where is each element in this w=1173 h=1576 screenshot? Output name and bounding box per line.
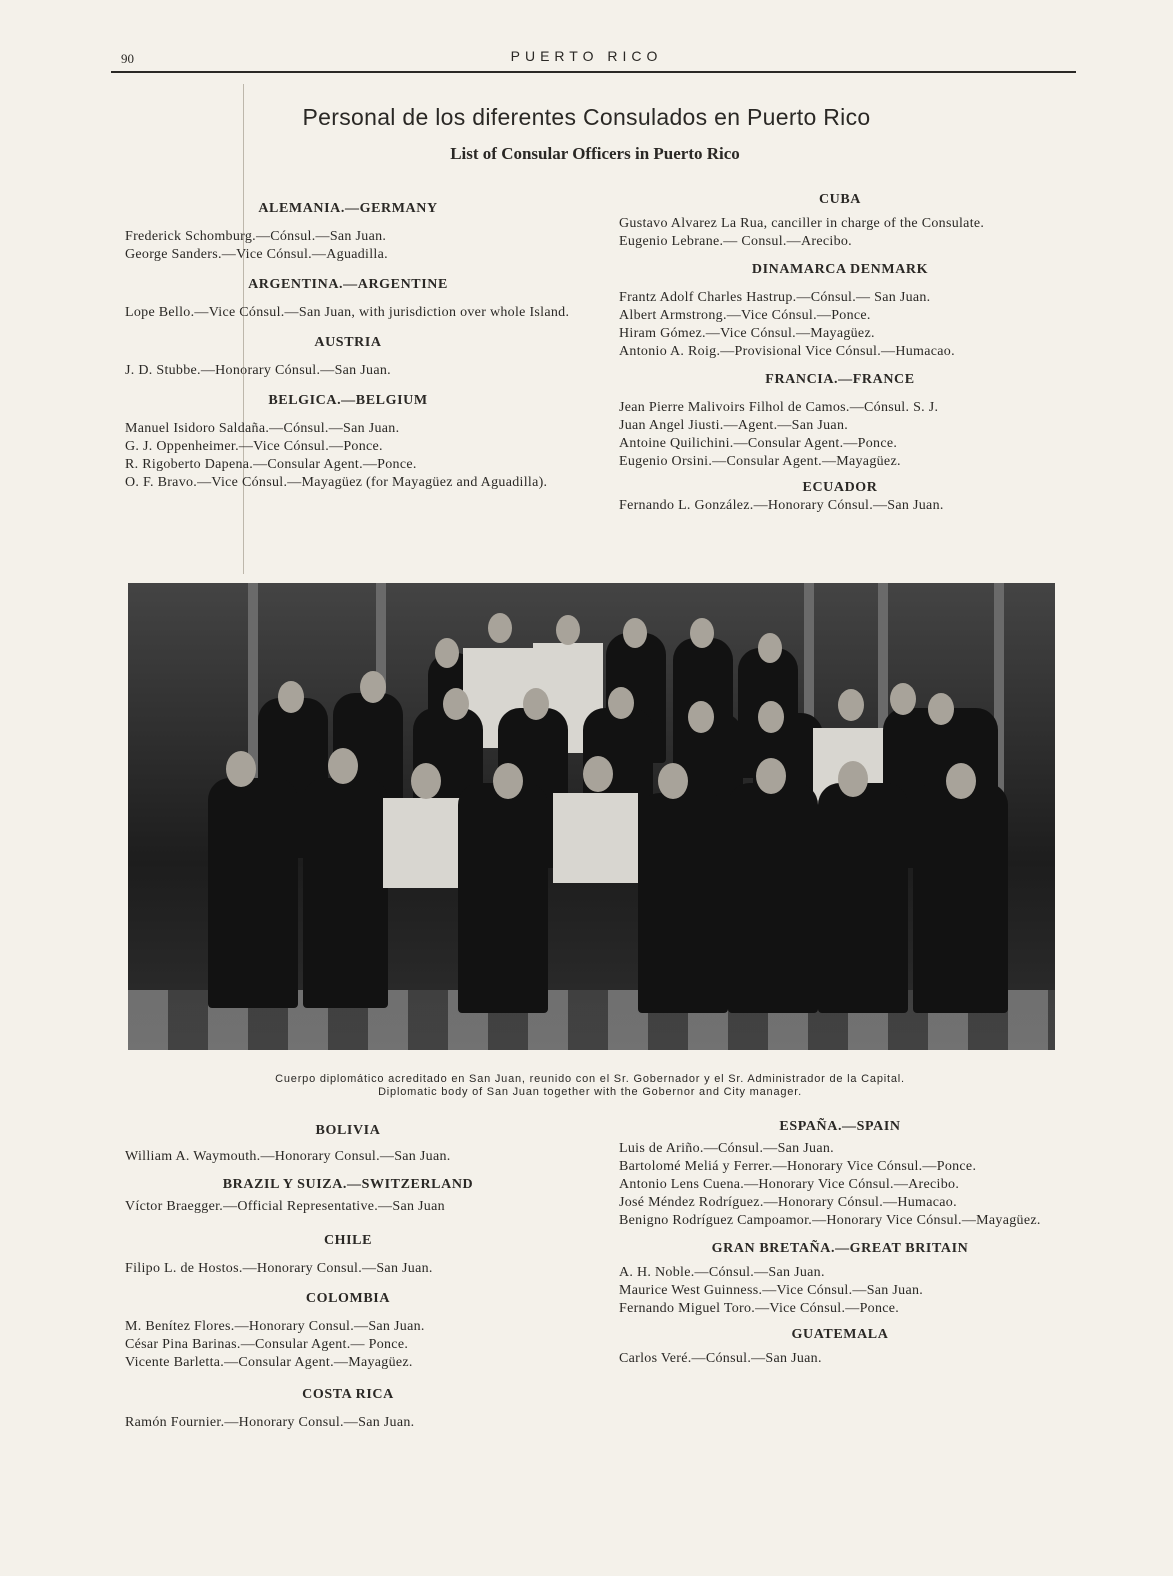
photo-caption-spanish: Cuerpo diplomático acreditado en San Juan, reunido con el Sr. Gobernador y el Sr. Administrador de la Capital. [275, 1073, 905, 1085]
section-heading: COLOMBIA [305, 1291, 391, 1306]
section-heading: COSTA RICA [302, 1387, 394, 1402]
consulates-bottom-right [605, 1118, 1075, 1368]
page-subtitle: List of Consular Officers in Puerto Rico [450, 144, 740, 163]
section-heading: AUSTRIA [314, 335, 382, 350]
section-heading: FRANCIA.—FRANCE [765, 372, 915, 387]
entry-line: Antoine Quilichini.—Consular Agent.—Ponce. [619, 436, 898, 451]
entry-line: Frederick Schomburg.—Cónsul.—San Juan. [125, 229, 387, 244]
entry-line: Frantz Adolf Charles Hastrup.—Cónsul.— San Juan. [619, 290, 931, 305]
entry-line: Benigno Rodríguez Campoamor.—Honorary Vice Cónsul.—Mayagüez. [619, 1213, 1041, 1228]
entry-line: Manuel Isidoro Saldaña.—Cónsul.—San Juan. [125, 421, 400, 436]
entry-line: César Pina Barinas.—Consular Agent.— Ponce. [125, 1337, 409, 1352]
entry-line: Fernando L. González.—Honorary Cónsul.—San Juan. [619, 498, 944, 513]
entry-line: Eugenio Lebrane.— Consul.—Arecibo. [619, 234, 852, 249]
section-heading: CUBA [818, 192, 862, 207]
entry-line: Maurice West Guinness.—Vice Cónsul.—San Juan. [619, 1283, 924, 1298]
section-heading: BELGICA.—BELGIUM [268, 393, 428, 408]
running-title: PUERTO RICO [510, 48, 663, 64]
entry-line: William A. Waymouth.—Honorary Consul.—San Juan. [125, 1149, 451, 1164]
entry-line: J. D. Stubbe.—Honorary Cónsul.—San Juan. [125, 363, 391, 378]
entry-line: George Sanders.—Vice Cónsul.—Aguadilla. [125, 247, 388, 262]
section-heading: ALEMANIA.—GERMANY [258, 201, 438, 216]
entry-line: Lope Bello.—Vice Cónsul.—San Juan, with jurisdiction over whole Island. [125, 305, 570, 320]
entry-line: O. F. Bravo.—Vice Cónsul.—Mayagüez (for Mayagüez and Aguadilla). [125, 475, 548, 490]
entry-line: Fernando Miguel Toro.—Vice Cónsul.—Ponce. [619, 1301, 900, 1316]
section-heading: GUATEMALA [791, 1327, 889, 1342]
entry-line: G. J. Oppenheimer.—Vice Cónsul.—Ponce. [125, 439, 383, 454]
entry-line: M. Benítez Flores.—Honorary Consul.—San Juan. [125, 1319, 425, 1334]
entry-line: Antonio A. Roig.—Provisional Vice Cónsul.—Humacao. [619, 344, 955, 359]
entry-line: Luis de Ariño.—Cónsul.—San Juan. [619, 1141, 834, 1156]
entry-line: Carlos Veré.—Cónsul.—San Juan. [619, 1351, 822, 1366]
section-heading: BRAZIL Y SUIZA.—SWITZERLAND [222, 1177, 474, 1192]
group-photograph [128, 583, 1055, 1050]
consulates-top-left [111, 196, 585, 492]
section-heading: CHILE [323, 1233, 373, 1248]
header-rule [111, 71, 1076, 73]
entry-line: Antonio Lens Cuena.—Honorary Vice Cónsul.—Arecibo. [619, 1177, 960, 1192]
entry-line: Hiram Gómez.—Vice Cónsul.—Mayagüez. [619, 326, 875, 341]
section-heading: ESPAÑA.—SPAIN [779, 1119, 901, 1134]
section-heading: GRAN BRETAÑA.—GREAT BRITAIN [711, 1241, 969, 1256]
entry-line: R. Rigoberto Dapena.—Consular Agent.—Ponce. [125, 457, 417, 472]
page-number: 90 [121, 51, 134, 66]
consulates-bottom-left [111, 1122, 585, 1432]
entry-line: Juan Angel Jiusti.—Agent.—San Juan. [619, 418, 849, 433]
entry-line: Albert Armstrong.—Vice Cónsul.—Ponce. [619, 308, 871, 323]
section-heading: ECUADOR [802, 480, 878, 495]
entry-line: José Méndez Rodríguez.—Honorary Cónsul.—Humacao. [619, 1195, 957, 1210]
photo-caption-english: Diplomatic body of San Juan together with the Gobernor and City manager. [378, 1086, 802, 1098]
entry-line: Eugenio Orsini.—Consular Agent.—Mayagüez. [619, 454, 901, 469]
entry-line: Víctor Braegger.—Official Representative.—San Juan [125, 1199, 445, 1214]
entry-line: Bartolomé Meliá y Ferrer.—Honorary Vice Cónsul.—Ponce. [619, 1159, 977, 1174]
section-heading: BOLIVIA [315, 1123, 381, 1138]
entry-line: A. H. Noble.—Cónsul.—San Juan. [619, 1265, 825, 1280]
entry-line: Gustavo Alvarez La Rua, canciller in charge of the Consulate. [619, 216, 985, 231]
entry-line: Vicente Barletta.—Consular Agent.—Mayagüez. [125, 1355, 413, 1370]
section-heading: DINAMARCA DENMARK [751, 262, 929, 277]
section-heading: ARGENTINA.—ARGENTINE [248, 277, 448, 292]
entry-line: Ramón Fournier.—Honorary Consul.—San Juan. [125, 1415, 415, 1430]
entry-line: Filipo L. de Hostos.—Honorary Consul.—San Juan. [125, 1261, 433, 1276]
consulates-top-right [605, 191, 1075, 515]
page-title: Personal de los diferentes Consulados en Puerto Rico [302, 104, 871, 130]
entry-line: Jean Pierre Malivoirs Filhol de Camos.—Cónsul. S. J. [619, 400, 939, 415]
